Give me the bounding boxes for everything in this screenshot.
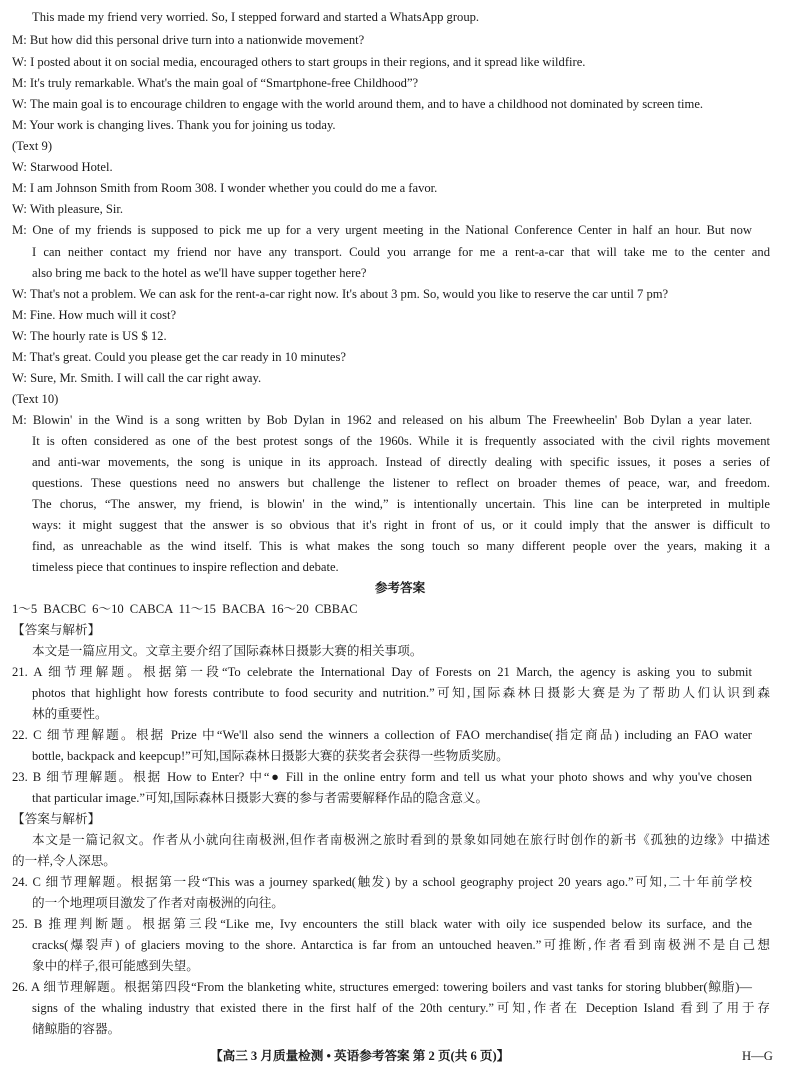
answer-key-title: 参考答案 (374, 581, 426, 595)
text-line: M: Blowin' in the Wind is a song written by Bob Dylan in 1962 and released on his album The Freewheelin' Bob Dylan a year later. (12, 413, 752, 427)
text-line: 储鲸脂的容器。 (32, 1022, 121, 1036)
text-line: 的一样,令人深思。 (12, 854, 116, 868)
text-line: The chorus, “The answer, my friend, is blowin' in the wind,” is intentionally uncertain. This line can be interpreted in multiple (32, 497, 770, 511)
text-line: W: I posted about it on social media, encouraged others to start groups in their regions, and it spread like wildfire. (12, 55, 586, 69)
text-line: cracks(爆裂声) of glaciers moving to the shore. Antarctica is far from an untouched heaven.”可推断,作者看到南极洲不是自己想 (32, 938, 770, 952)
text-line: 林的重要性。 (32, 707, 108, 721)
text-line: M: Fine. How much will it cost? (12, 308, 177, 322)
text-line: ways: it might suggest that the answer is so obvious that it's right in front of us, or it could imply that the answer is difficult to (32, 518, 770, 532)
text-line: photos that highlight how forests contribute to food security and nutrition.”可知,国际森林日摄影大赛是为了帮助人们认识到森 (32, 686, 770, 700)
text-line: M: That's great. Could you please get the car ready in 10 minutes? (12, 350, 346, 364)
text-line: W: That's not a problem. We can ask for the rent-a-car right now. It's about 3 pm. So, would you like to reserve the car until 7 pm? (12, 287, 669, 301)
text-line: This made my friend very worried. So, I stepped forward and started a WhatsApp group. (32, 10, 480, 24)
text-line: signs of the whaling industry that existed there in the first half of the 20th century.”可知,作者在 Deception Island 看到了用于存 (32, 1001, 770, 1015)
answer-key-row: 1～5 BACBC 6～10 CABCA 11～15 BACBA 16～20 CBBAC (12, 602, 358, 616)
text-line: M: It's truly remarkable. What's the main goal of “Smartphone-free Childhood”? (12, 76, 419, 90)
section-heading: (Text 10) (12, 392, 59, 406)
text-line: bottle, backpack and keepcup!”可知,国际森林日摄影大赛的获奖者会获得一些物质奖励。 (32, 749, 509, 763)
text-line: 本文是一篇记叙文。作者从小就向往南极洲,但作者南极洲之旅时看到的景象如同她在旅行时创作的新书《孤独的边缘》中描述 (32, 833, 770, 847)
text-line: also bring me back to the hotel as we'll have supper together here? (32, 266, 367, 280)
text-line: 25. B 推理判断题。根据第三段“Like me, Ivy encounters the still black water with oily ice suspended below its surface, and the (12, 917, 752, 931)
text-line: 的一个地理项目激发了作者对南极洲的向往。 (32, 896, 284, 910)
footer-code: H—G (742, 1049, 773, 1063)
text-line: find, as unreachable as the wind itself. This is what makes the song touch so many different people over the years, making it a (32, 539, 770, 553)
text-line: M: But how did this personal drive turn into a nationwide movement? (12, 33, 365, 47)
text-line: 24. C 细节理解题。根据第一段“This was a journey sparked(触发) by a school geography project 20 years ago.”可知,二十年前学校 (12, 875, 752, 889)
text-line: W: Sure, Mr. Smith. I will call the car right away. (12, 371, 262, 385)
text-line: timeless piece that continues to inspire reflection and debate. (32, 560, 339, 574)
page-footer: 【高三 3 月质量检测 • 英语参考答案 第 2 页(共 6 页)】 (210, 1049, 510, 1063)
section-heading: 【答案与解析】 (12, 812, 101, 826)
text-line: 22. C 细节理解题。根据 Prize 中“We'll also send the winners a collection of FAO merchandise(指定商品) including an FAO water (12, 728, 752, 742)
text-line: 26. A 细节理解题。根据第四段“From the blanketing white, structures emerged: towering boilers and vast tanks for storing blubber(鲸脂)— (12, 980, 752, 994)
text-line: I can neither contact my friend nor have any transport. Could you arrange for me a rent-a-car that will take me to the center and (32, 245, 770, 259)
text-line: and anti-war movements, the song is unique in its approach. Instead of directly dealing with specific issues, it poses a series of (32, 455, 770, 469)
text-line: M: One of my friends is supposed to pick me up for a very urgent meeting in the National Conference Center in half an hour. But now (12, 223, 752, 237)
text-line: W: The hourly rate is US $ 12. (12, 329, 167, 343)
text-line: that particular image.”可知,国际森林日摄影大赛的参与者需要解释作品的隐含意义。 (32, 791, 489, 805)
text-line: M: Your work is changing lives. Thank you for joining us today. (12, 118, 336, 132)
text-line: M: I am Johnson Smith from Room 308. I wonder whether you could do me a favor. (12, 181, 438, 195)
text-line: 象中的样子,很可能感到失望。 (32, 959, 199, 973)
text-line: W: Starwood Hotel. (12, 160, 113, 174)
section-heading: 【答案与解析】 (12, 623, 101, 637)
text-line: 23. B 细节理解题。根据 How to Enter? 中“● Fill in the online entry form and tell us what your photo shows and why you've chosen (12, 770, 752, 784)
text-line: 21. A 细节理解题。根据第一段“To celebrate the International Day of Forests on 21 March, the agency is asking you to submit (12, 665, 752, 679)
text-line: 本文是一篇应用文。文章主要介绍了国际森林日摄影大赛的相关事项。 (32, 644, 423, 658)
text-line: It is often considered as one of the best protest songs of the 1960s. While it is frequently associated with the civil rights movement (32, 434, 770, 448)
text-line: questions. These questions need no answers but challenge the listener to reflect on broader themes of peace, war, and freedom. (32, 476, 770, 490)
section-heading: (Text 9) (12, 139, 53, 153)
text-line: W: With pleasure, Sir. (12, 202, 124, 216)
text-line: W: The main goal is to encourage children to engage with the world around them, and to have a childhood not dominated by screen time. (12, 97, 704, 111)
